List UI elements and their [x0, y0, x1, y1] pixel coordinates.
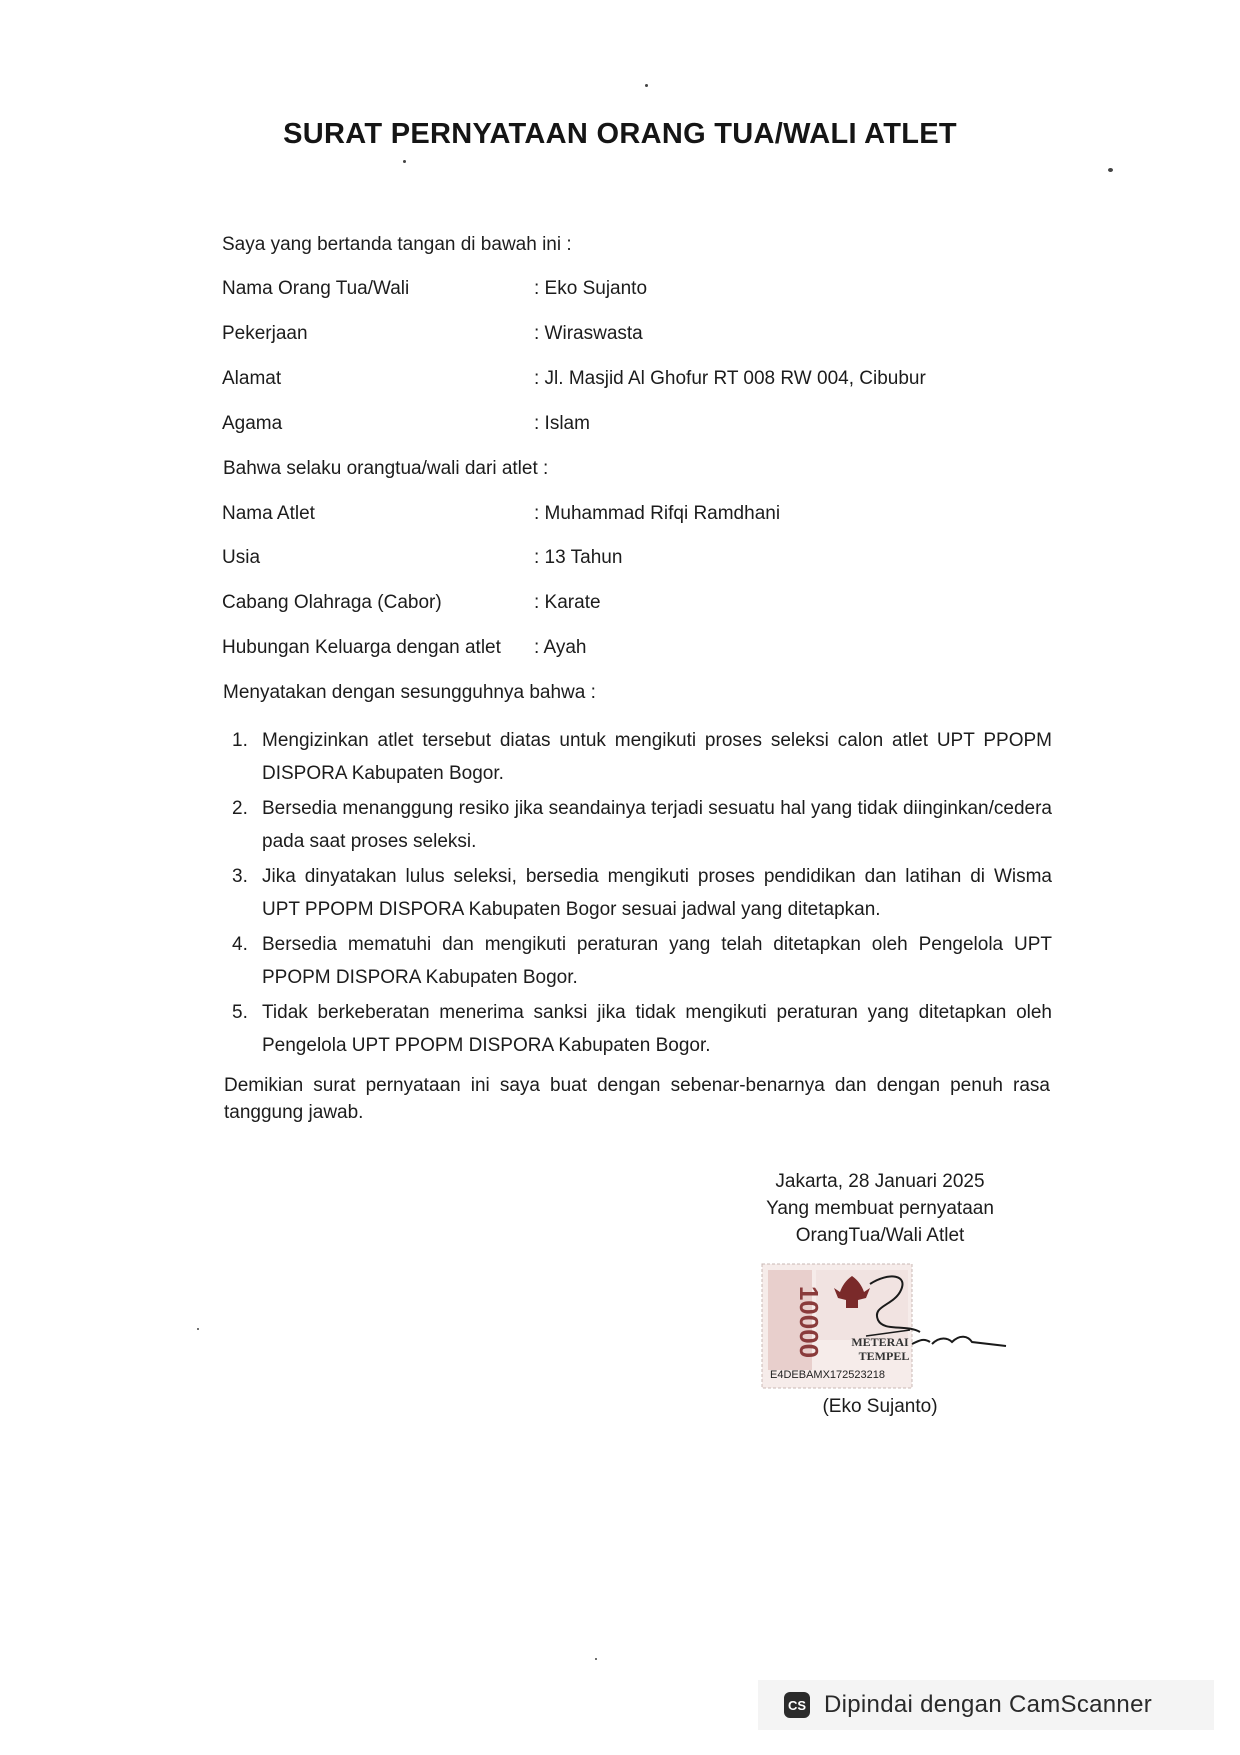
list-text: Tidak berkeberatan menerima sanksi jika tidak mengikuti peraturan yang ditetapkan oleh Pengelola UPT PPOPM DISPORA Kabupaten Bogor.	[262, 1002, 1052, 1056]
field-label: Alamat	[222, 368, 282, 389]
field-value: : Islam	[534, 413, 590, 434]
camscanner-logo-icon: CS	[784, 1692, 810, 1718]
field-value: : 13 Tahun	[534, 547, 623, 568]
list-item	[232, 860, 1052, 926]
document-title: SURAT PERNYATAAN ORANG TUA/WALI ATLET	[283, 118, 957, 150]
field-value: : Ayah	[534, 637, 587, 658]
field-label: Hubungan Keluarga dengan atlet	[222, 637, 501, 658]
scan-speck	[595, 1658, 597, 1660]
signature-block	[740, 1168, 1020, 1249]
list-number: 5.	[232, 1002, 248, 1023]
field-label: Usia	[222, 547, 261, 568]
field-label: Nama Atlet	[222, 503, 315, 524]
stamp-value: 10000	[794, 1285, 824, 1359]
scan-speck	[1108, 168, 1113, 172]
list-number: 2.	[232, 798, 248, 819]
field-value: : Muhammad Rifqi Ramdhani	[534, 503, 781, 524]
signature-line-2: OrangTua/Wali Atlet	[795, 1225, 965, 1246]
scan-speck	[645, 84, 648, 87]
field-label: Nama Orang Tua/Wali	[222, 278, 410, 299]
list-text: Bersedia mematuhi dan mengikuti peraturan yang telah ditetapkan oleh Pengelola UPT PPOPM DISPORA Kabupaten Bogor.	[262, 934, 1052, 988]
list-number: 3.	[232, 866, 248, 887]
scan-speck	[197, 1328, 199, 1330]
signature-stroke-icon	[930, 1330, 1010, 1354]
watermark-text: Dipindai dengan CamScanner	[824, 1691, 1153, 1718]
camscanner-watermark	[758, 1680, 1214, 1730]
field-value: : Jl. Masjid Al Ghofur RT 008 RW 004, Cibubur	[534, 368, 926, 389]
list-item	[232, 724, 1052, 790]
field-value: : Karate	[534, 592, 601, 613]
list-text: Bersedia menanggung resiko jika seandainya terjadi sesuatu hal yang tidak diinginkan/cedera pada saat proses seleksi.	[262, 798, 1052, 852]
statement-intro-text: Menyatakan dengan sesungguhnya bahwa :	[223, 682, 596, 703]
signature-place-date: Jakarta, 28 Januari 2025	[775, 1171, 985, 1192]
scan-speck	[403, 160, 406, 163]
field-label: Agama	[222, 413, 283, 434]
list-item	[232, 996, 1052, 1062]
revenue-stamp-icon	[760, 1262, 934, 1392]
list-number: 4.	[232, 934, 248, 955]
statement-list	[232, 724, 1052, 1064]
intro-text: Saya yang bertanda tangan di bawah ini :	[222, 234, 572, 255]
field-value: : Wiraswasta	[534, 323, 643, 344]
stamp-label-1: METERAI	[851, 1335, 909, 1349]
closing-paragraph: Demikian surat pernyataan ini saya buat dengan sebenar-benarnya dan dengan penuh rasa tanggung jawab.	[224, 1075, 1050, 1123]
stamp-label-2: TEMPEL	[858, 1349, 910, 1363]
signer-name: (Eko Sujanto)	[822, 1396, 938, 1417]
signature-line-1: Yang membuat pernyataan	[766, 1198, 994, 1219]
list-text: Mengizinkan atlet tersebut diatas untuk mengikuti proses seleksi calon atlet UPT PPOPM DISPORA Kabupaten Bogor.	[262, 730, 1052, 784]
field-value: : Eko Sujanto	[534, 278, 648, 299]
stamp-serial: E4DEBAMX172523218	[770, 1369, 885, 1381]
list-item	[232, 928, 1052, 994]
field-label: Pekerjaan	[222, 323, 308, 344]
list-text: Jika dinyatakan lulus seleksi, bersedia mengikuti proses pendidikan dan latihan di Wisma UPT PPOPM DISPORA Kabupaten Bogor sesuai jadwal yang ditetapkan.	[262, 866, 1052, 920]
athlete-intro-text: Bahwa selaku orangtua/wali dari atlet :	[223, 458, 549, 479]
list-number: 1.	[232, 730, 248, 751]
list-item	[232, 792, 1052, 858]
field-label: Cabang Olahraga (Cabor)	[222, 592, 442, 613]
